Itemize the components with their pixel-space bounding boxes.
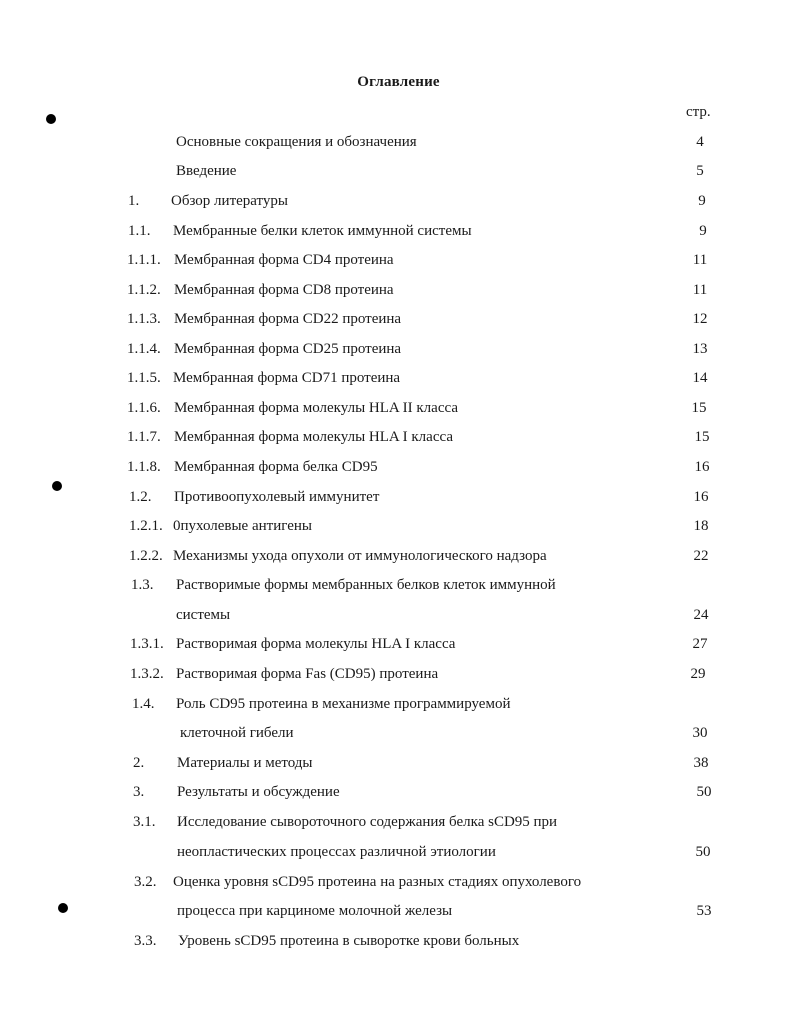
toc-entry-title: Мембранная форма CD8 протеина — [174, 282, 394, 298]
toc-entry-page: 9 — [699, 223, 707, 239]
toc-entry-page: 27 — [692, 636, 708, 652]
page-title: Оглавление — [357, 74, 440, 90]
toc-entry-title: Мембранная форма CD25 протеина — [174, 341, 402, 357]
toc-entry-page: 12 — [692, 311, 708, 327]
toc-entry-number: 1.1.1. — [127, 252, 161, 268]
toc-entry-number: 1.2.2. — [129, 548, 163, 564]
toc-entry-page: 11 — [692, 282, 708, 298]
toc-entry-page: 13 — [692, 341, 708, 357]
toc-entry-number: 1.1.3. — [127, 311, 161, 327]
toc-entry-title: Мембранная форма CD71 протеина — [173, 370, 401, 386]
toc-entry-title: Мембранная форма CD4 протеина — [174, 252, 394, 268]
toc-entry-title: Противоопухолевый иммунитет — [174, 489, 380, 505]
toc-entry-title: неопластических процессах различной этиологии — [177, 844, 496, 860]
toc-entry-title: клеточной гибели — [180, 725, 294, 741]
toc-entry-number: 1.1.2. — [127, 282, 161, 298]
toc-entry-title: Роль CD95 протеина в механизме программируемой — [176, 696, 511, 712]
toc-entry-page: 11 — [692, 252, 708, 268]
toc-entry-number: 1.2.1. — [129, 518, 163, 534]
toc-entry-title: Мембранная форма белка CD95 — [174, 459, 378, 475]
toc-entry-title: Мембранная форма CD22 протеина — [174, 311, 402, 327]
toc-entry-title: Механизмы ухода опухоли от иммунологического надзора — [173, 548, 547, 564]
toc-entry-number: 1.3.1. — [130, 636, 164, 652]
toc-entry-number: 1.1.5. — [127, 370, 161, 386]
toc-entry-title: Растворимые формы мембранных белков клеток иммунной — [176, 577, 556, 593]
toc-entry-page: 22 — [693, 548, 709, 564]
toc-entry-number: 1.1. — [128, 223, 151, 239]
punch-hole-mark — [46, 114, 56, 124]
toc-entry-number: 1.2. — [129, 489, 152, 505]
toc-entry-page: 50 — [695, 844, 711, 860]
toc-entry-title: Мембранная форма молекулы HLA II класса — [174, 400, 458, 416]
toc-entry-page: 29 — [690, 666, 706, 682]
toc-entry-number: 3. — [133, 784, 145, 800]
toc-entry-page: 24 — [693, 607, 709, 623]
toc-entry-title: системы — [176, 607, 231, 623]
toc-entry-page: 15 — [691, 400, 707, 416]
toc-entry-page: 30 — [692, 725, 708, 741]
toc-entry-title: Растворимая форма молекулы HLA I класса — [176, 636, 456, 652]
toc-entry-title: Оценка уровня sCD95 протеина на разных стадиях опухолевого — [173, 874, 582, 890]
toc-entry-title: Уровень sCD95 протеина в сыворотке крови больных — [178, 933, 520, 949]
toc-entry-number: 3.3. — [134, 933, 157, 949]
toc-entry-number: 1.1.4. — [127, 341, 161, 357]
toc-entry-number: 1. — [128, 193, 140, 209]
punch-hole-mark — [58, 903, 68, 913]
toc-entry-number: 3.1. — [133, 814, 156, 830]
toc-entry-page: 16 — [694, 459, 710, 475]
toc-entry-number: 1.3. — [131, 577, 154, 593]
toc-entry-page: 38 — [693, 755, 709, 771]
toc-entry-title: Растворимая форма Fas (CD95) протеина — [176, 666, 439, 682]
toc-entry-title: Результаты и обсуждение — [177, 784, 340, 800]
toc-entry-number: 1.1.8. — [127, 459, 161, 475]
toc-entry-page: 16 — [693, 489, 709, 505]
toc-entry-page: 9 — [698, 193, 706, 209]
page-column-label: стр. — [686, 104, 711, 120]
toc-entry-title: Введение — [176, 163, 237, 179]
toc-entry-number: 3.2. — [134, 874, 157, 890]
toc-entry-title: процесса при карциноме молочной железы — [177, 903, 453, 919]
toc-entry-page: 50 — [696, 784, 712, 800]
toc-entry-page: 53 — [696, 903, 712, 919]
toc-entry-title: Мембранная форма молекулы HLA I класса — [174, 429, 453, 445]
punch-hole-mark — [52, 481, 62, 491]
toc-entry-title: Материалы и методы — [177, 755, 313, 771]
toc-entry-number: 1.1.6. — [127, 400, 161, 416]
toc-entry-number: 1.3.2. — [130, 666, 164, 682]
toc-entry-number: 1.1.7. — [127, 429, 161, 445]
toc-entry-page: 18 — [693, 518, 709, 534]
toc-entry-title: Исследование сывороточного содержания белка sCD95 при — [177, 814, 558, 830]
toc-entry-title: Обзор литературы — [171, 193, 288, 209]
toc-entry-page: 5 — [696, 163, 704, 179]
toc-entry-number: 2. — [133, 755, 145, 771]
toc-entry-page: 15 — [694, 429, 710, 445]
toc-entry-title: Мембранные белки клеток иммунной системы — [173, 223, 472, 239]
toc-entry-title: 0пухолевые антигены — [173, 518, 312, 534]
toc-entry-number: 1.4. — [132, 696, 155, 712]
toc-entry-title: Основные сокращения и обозначения — [176, 134, 417, 150]
toc-entry-page: 14 — [692, 370, 708, 386]
toc-entry-page: 4 — [696, 134, 704, 150]
